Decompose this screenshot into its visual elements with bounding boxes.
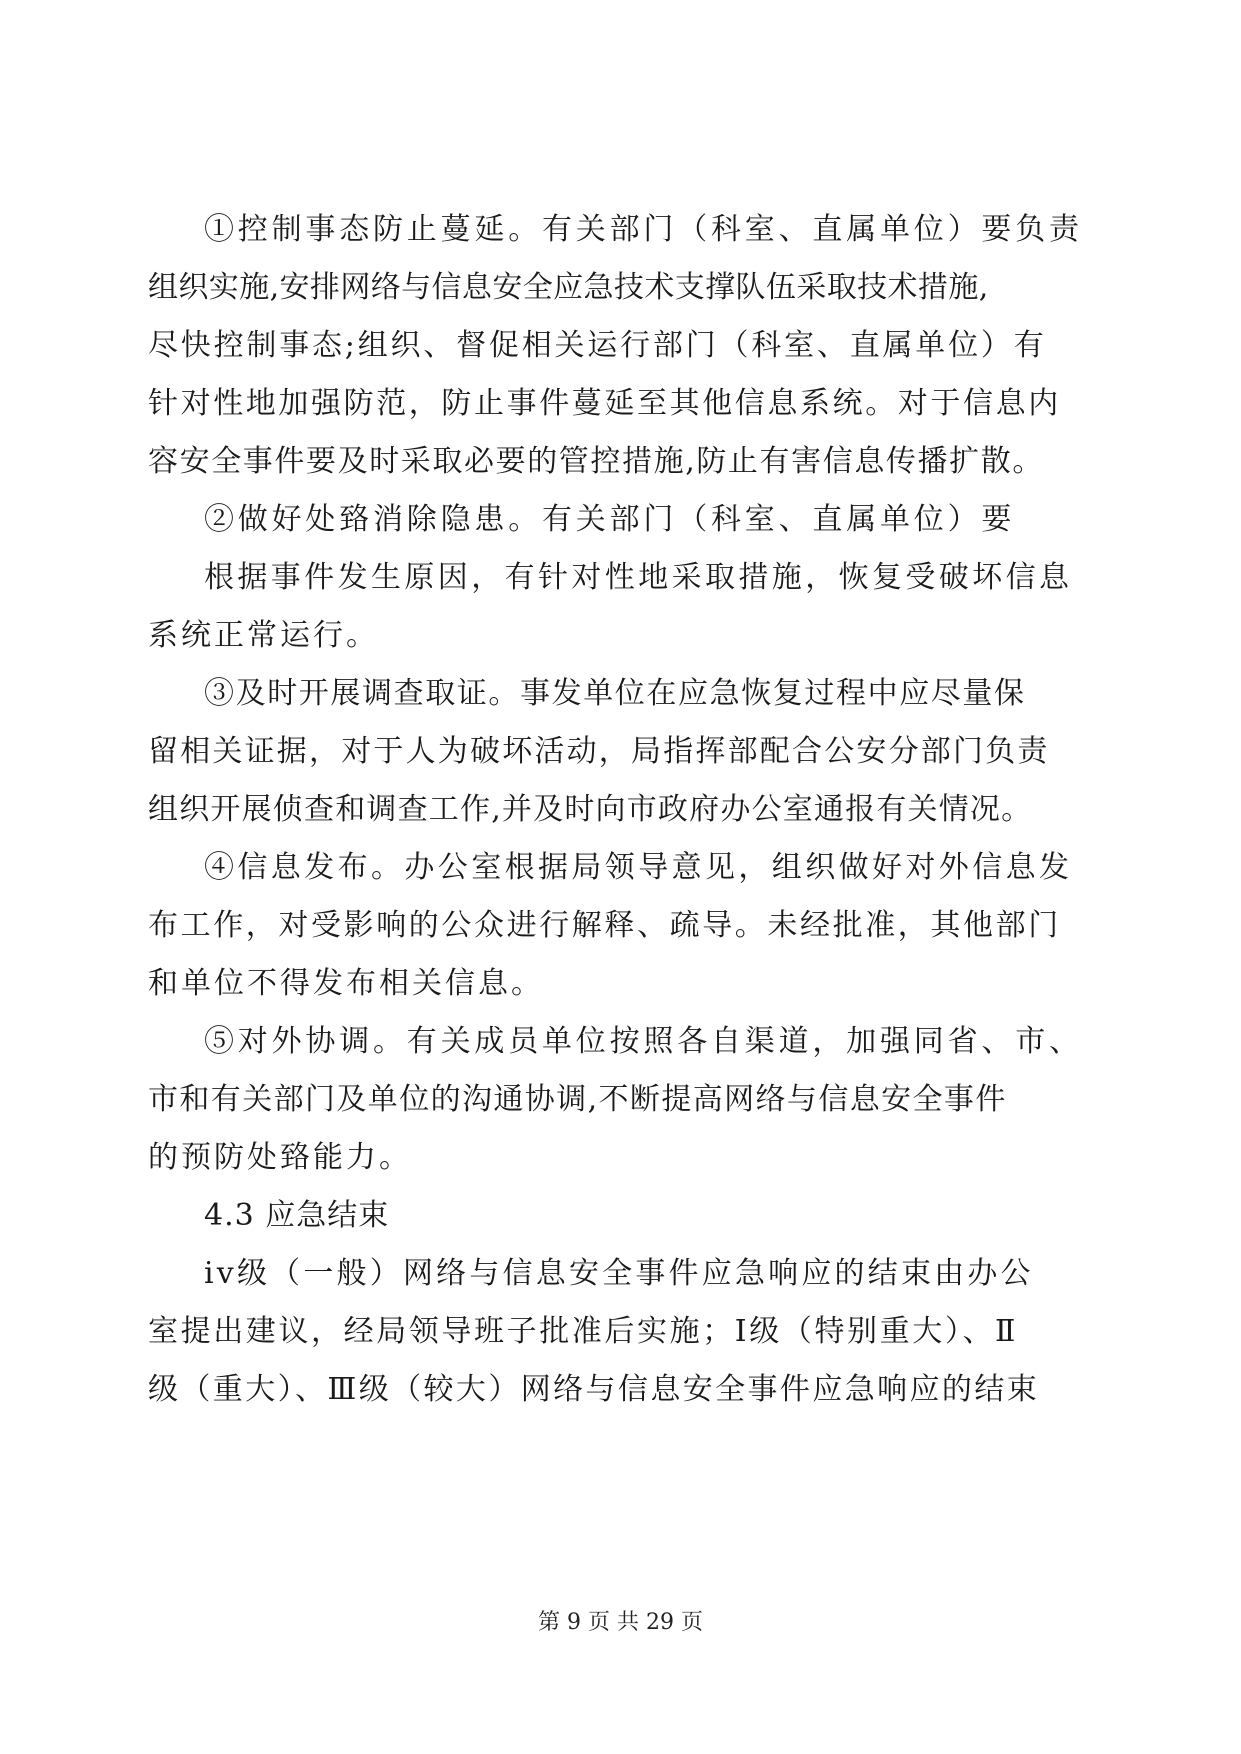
text-line: 留相关证据，对于人为破坏活动，局指挥部配合公安分部门负责	[148, 734, 1050, 769]
text-line: 容安全事件要及时采取必要的管控措施,防止有害信息传播扩散。	[148, 444, 1044, 479]
text-line: 级（重大）、Ⅲ级（较大）网络与信息安全事件应急响应的结束	[148, 1372, 1040, 1407]
text-line: 市和有关部门及单位的沟通协调,不断提高网络与信息安全事件	[148, 1082, 1007, 1117]
text-line: ⑤对外协调。有关成员单位按照各自渠道，加强同省、市、	[204, 1024, 1083, 1059]
text-line: 组织实施,安排网络与信息安全应急技术支撑队伍采取技术措施,	[148, 270, 989, 305]
section-heading: 4.3 应急结束	[204, 1198, 390, 1233]
text-line: 布工作，对受影响的公众进行解释、疏导。未经批准，其他部门	[148, 908, 1061, 943]
text-line: iv级（一般）网络与信息安全事件应急响应的结束由办公	[204, 1256, 1034, 1291]
text-line: ①控制事态防止蔓延。有关部门（科室、直属单位）要负责	[204, 212, 1083, 247]
text-line: 和单位不得发布相关信息。	[148, 966, 544, 1001]
text-line: 尽快控制事态;组织、督促相关运行部门（科室、直属单位）有	[148, 328, 1047, 363]
text-line: 根据事件发生原因，有针对性地采取措施，恢复受破坏信息	[204, 560, 1073, 595]
text-line: 组织开展侦查和调查工作,并及时向市政府办公室通报有关情况。	[148, 792, 1033, 827]
text-line: ②做好处臵消除隐患。有关部门（科室、直属单位）要	[204, 502, 1016, 537]
text-line: 的预防处臵能力。	[148, 1140, 412, 1175]
text-line: 系统正常运行。	[148, 618, 379, 653]
page-number-footer: 第 9 页 共 29 页	[538, 1610, 703, 1635]
text-line: ④信息发布。办公室根据局领导意见，组织做好对外信息发	[204, 850, 1073, 885]
text-line: ③及时开展调查取证。事发单位在应急恢复过程中应尽量保	[204, 676, 1026, 711]
text-line: 针对性地加强防范，防止事件蔓延至其他信息系统。对于信息内	[148, 386, 1061, 421]
text-line: 室提出建议，经局领导班子批准后实施；Ⅰ级（特别重大）、Ⅱ	[148, 1314, 1019, 1349]
